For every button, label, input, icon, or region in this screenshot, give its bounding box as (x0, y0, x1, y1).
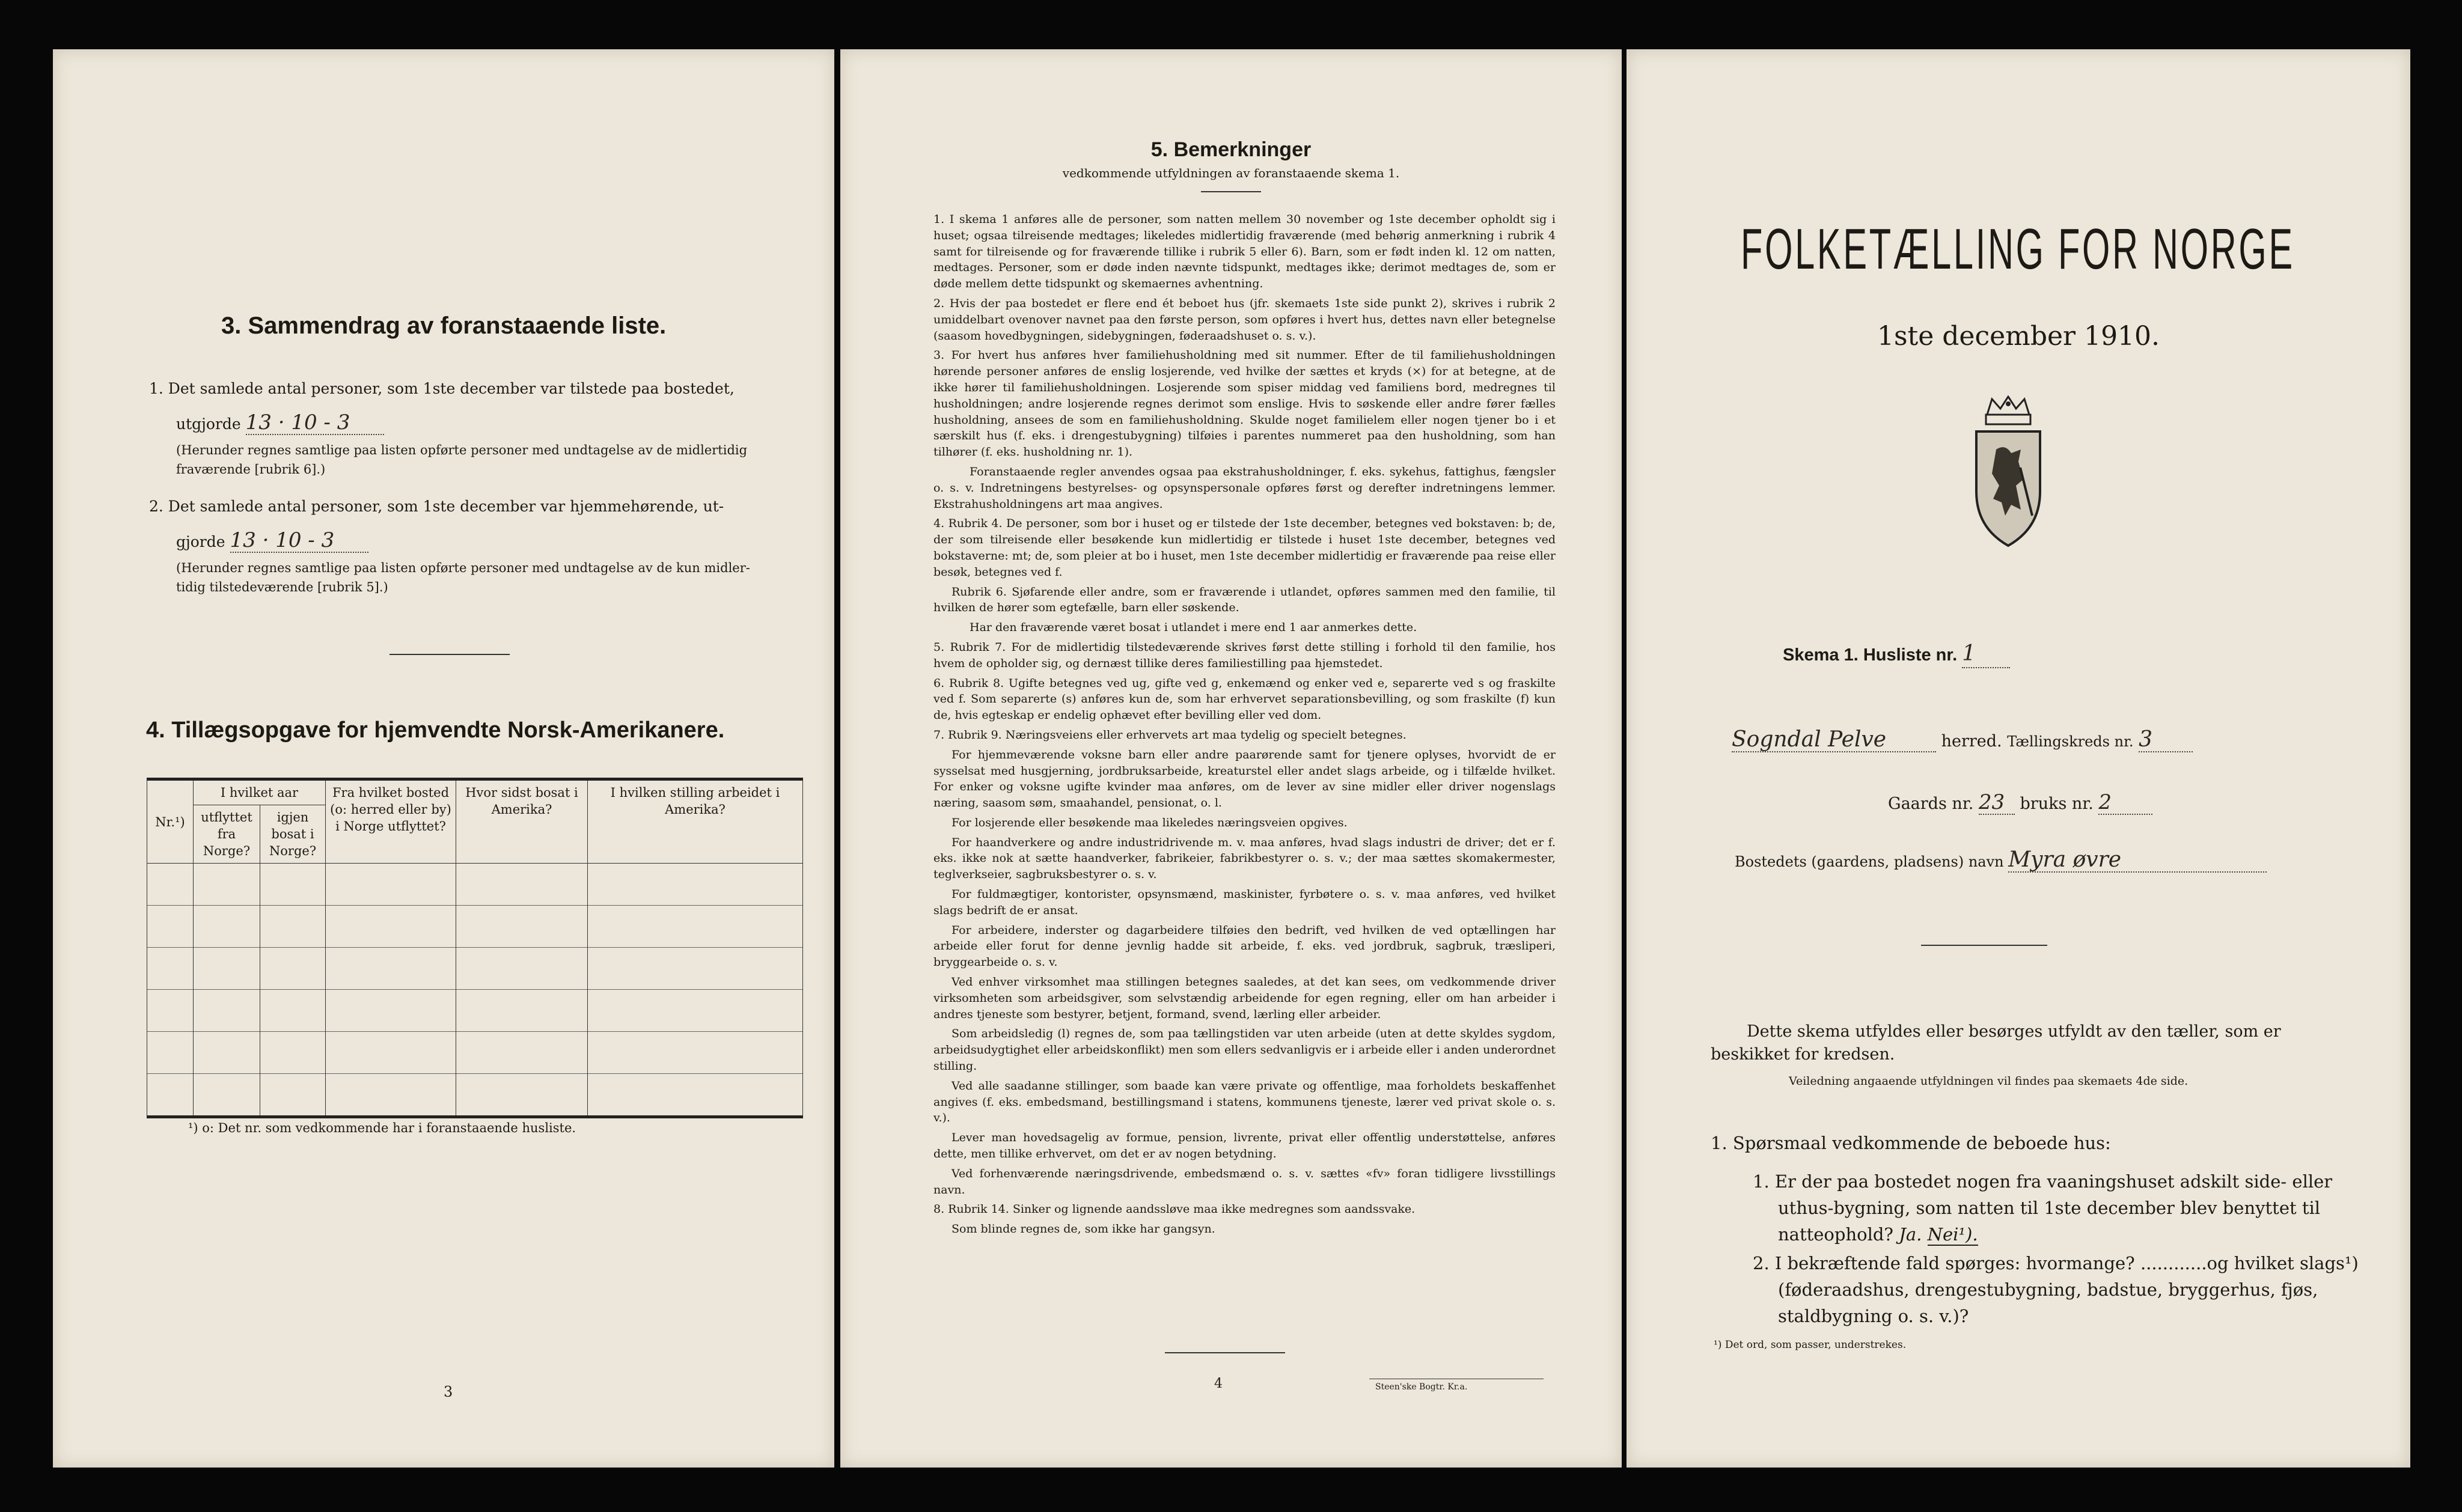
cell[interactable] (456, 1074, 588, 1117)
remark-7j: Lever man hovedsagelig av formue, pension, livrente, privat eller offentlig understøttelse, anføres dette, men tillike erhvervet, om det er av nogen betydning. (933, 1131, 1556, 1161)
divider (1201, 191, 1261, 192)
divider (389, 654, 510, 655)
herred-value: Sogndal Pelve (1732, 728, 1936, 752)
cell[interactable] (588, 864, 803, 906)
cell[interactable] (194, 948, 260, 990)
remark-7e: For fuldmægtiger, kontorister, opsynsmænd, maskinister, fyrbøtere o. s. v. maa anføres, ved hvilket slags bedrift de er ansat. (933, 888, 1556, 917)
cell[interactable] (456, 1032, 588, 1074)
cell[interactable] (326, 948, 456, 990)
divider (1165, 1352, 1285, 1353)
remark-4: 4. Rubrik 4. De personer, som bor i huset og er tilstede der 1ste december, betegnes ved bokstaven: b; de, der som tilreisende eller besøkende kun midlertidig er tilstede i huset 1ste december, betegnes ved bokstaverne: mt; de, som pleier at bo i huset, men 1ste december midlertidig er fraværende paa reise eller besøk, betegnes ved f. (933, 517, 1556, 579)
th-year-group: I hvilket aar (194, 779, 326, 805)
husliste-number: 1 (1962, 641, 2010, 668)
coat-of-arms-icon (1963, 395, 2053, 554)
answer-ja[interactable]: Ja. (1899, 1224, 1922, 1245)
page-number: 4 (1214, 1376, 1223, 1391)
th-nr: Nr.¹) (147, 779, 194, 864)
q1-note-2: fraværende [rubrik 6].) (176, 462, 326, 477)
remark-7h: Som arbeidsledig (l) regnes de, som paa tællingstiden var uten arbeide (uten at dette skyldes sygdom, arbeidsudygtighet eller arbeidskonflikt) men som ellers sedvanligvis er i arbeide eller i anden underordnet stilling. (933, 1027, 1556, 1073)
bosted-line (1735, 849, 2267, 873)
skema-line (1783, 641, 2010, 668)
cell[interactable] (588, 948, 803, 990)
table-row (147, 864, 803, 906)
remark-8: 8. Rubrik 14. Sinker og lignende aandssløve maa ikke medregnes som aandssvake. (933, 1203, 1416, 1216)
page-number: 3 (444, 1383, 453, 1400)
remark-1: 1. I skema 1 anføres alle de personer, som natten mellem 30 november og 1ste december opholdt sig i huset; ogsaa tilreisende medtages; likeledes midlertidig fraværende (med behørig anmerkning i rubrik 4 samt for tilreisende og for fraværende tillike i rubrik 5 eller 6). Barn, som er født inden kl. 12 om natten, medtages. Personer, som er døde inden nævnte tidspunkt, medtages ikke; derimot medtages de, som er døde mellem dette tidspunkt og skemaernes avhentning. (933, 213, 1556, 291)
herred-label: herred. (1941, 732, 2002, 751)
th-from: Fra hvilket bosted (o: herred eller by) i Norge utflyttet? (326, 779, 456, 864)
kreds-label: Tællingskreds nr. (2007, 733, 2134, 750)
cell[interactable] (194, 864, 260, 906)
cell[interactable] (588, 1032, 803, 1074)
cell[interactable] (147, 906, 194, 948)
q1-prefix: utgjorde (176, 415, 241, 433)
remark-6: 6. Rubrik 8. Ugifte betegnes ved ug, gifte ved g, enkemænd og enker ved e, separerte ved s og fraskilte ved f. Som separerte (s) anføres kun de, som har erhvervet separationsbevilling, og som fraskilte (f) kun de, hvis egteskap er endelig ophævet efter bevilling eller ved dom. (933, 676, 1556, 722)
question-1 (1753, 1168, 2385, 1248)
table-row (147, 1074, 803, 1117)
herred-line (1732, 728, 2193, 753)
remark-7g: Ved enhver virksomhet maa stillingen betegnes saaledes, at det kan sees, om vedkommende driver virksomheten som arbeidsgiver, som selvstændig arbeidende for egen regning, eller om han arbeider i andres tjeneste som bestyrer, betjent, formand, svend, lærling eller arbeider. (933, 975, 1556, 1021)
remark-3b: Foranstaaende regler anvendes ogsaa paa ekstrahusholdninger, f. eks. sykehus, fattighus, fængsler o. s. v. Indretningens bestyrelses- og opsynspersonale opføres først og derefter indretningens lemmer. Ekstrahusholdningens art maa angives. (933, 465, 1556, 511)
q1-value: 13 · 10 - 3 (246, 411, 384, 435)
form-date: 1ste december 1910. (1877, 321, 2160, 352)
remarks-title: 5. Bemerkninger (1150, 138, 1312, 161)
cell[interactable] (326, 990, 456, 1032)
remark-5: 5. Rubrik 7. For de midlertidig tilstedeværende skrives først dette stilling i forhold til den familie, hos hvem de opholder sig, og dernæst tillike deres familiestilling paa hjemstedet. (933, 640, 1556, 670)
cell[interactable] (588, 906, 803, 948)
remark-8b: Som blinde regnes de, som ikke har gangsyn. (952, 1222, 1215, 1236)
form-title: FOLKETÆLLING FOR NORGE (1741, 217, 2295, 281)
q2-note-1: (Herunder regnes samtlige paa listen opførte personer med undtagelse av de kun midler- (176, 561, 750, 575)
answer-nei[interactable]: Nei¹). (1927, 1224, 1978, 1245)
gaard-label: Gaards nr. (1888, 794, 1974, 813)
q1-line (176, 411, 384, 436)
gaard-value: 23 (1979, 791, 2015, 815)
cell[interactable] (326, 1032, 456, 1074)
cell[interactable] (456, 906, 588, 948)
remark-7i: Ved alle saadanne stillinger, som baade kan være private og offentlige, maa forholdets beskaffenhet angives (f. eks. embedsmand, bestillingsmand i statens, kommunens tjeneste, lærer ved privat skole o. s. v.). (933, 1079, 1556, 1125)
cell[interactable] (326, 1074, 456, 1117)
cell[interactable] (147, 1074, 194, 1117)
page-middle (840, 49, 1622, 1468)
cell[interactable] (260, 948, 326, 990)
remarks-body (933, 212, 1556, 1241)
cell[interactable] (260, 906, 326, 948)
remark-7c: For losjerende eller besøkende maa likeledes næringsveien opgives. (952, 815, 1348, 829)
remarks-subtitle: vedkommende utfyldningen av foranstaaende skema 1. (1062, 166, 1400, 180)
cell[interactable] (194, 906, 260, 948)
cell[interactable] (260, 864, 326, 906)
cell[interactable] (147, 948, 194, 990)
right-footnote: ¹) Det ord, som passer, understrekes. (1714, 1339, 1907, 1351)
cell[interactable] (260, 990, 326, 1032)
cell[interactable] (326, 864, 456, 906)
cell[interactable] (147, 990, 194, 1032)
q2-value: 13 · 10 - 3 (230, 529, 368, 553)
skema-label: Skema 1. Husliste nr. (1783, 645, 1958, 665)
bruk-label: bruks nr. (2020, 794, 2094, 813)
q2-note-2: tidig tilstedeværende [rubrik 5].) (176, 580, 388, 594)
table-row (147, 1032, 803, 1074)
th-where: Hvor sidst bosat i Amerika? (456, 779, 588, 864)
instruction-1: Dette skema utfyldes eller besørges utfyldt av den tæller, som er beskikket for kredsen. (1711, 1022, 2281, 1064)
page-left (53, 49, 834, 1468)
bosted-label: Bostedets (gaardens, pladsens) navn (1735, 853, 2004, 870)
question-1-text: 1. Er der paa bostedet nogen fra vaaningshuset adskilt side- eller uthus-bygning, som natten til 1ste december blev benyttet til natteophold? (1753, 1171, 2333, 1245)
remark-3: 3. For hvert hus anføres hver familiehusholdning med sit nummer. Efter de til familiehusholdningen hørende personer anføres de enslig losjerende, ved hvilke der sættes et kryds (×) for at betegne, at de ikke hører til familiehusholdningen. Losjerende som spiser middag ved familiens bord, medregnes til husholdningen; andre losjerende regnes derimot som enslige. Hvis to søskende eller andre fører fælles husholdning, ansees de som en familiehusholdning. Skulde noget familielem eller nogen tjener bo i et særskilt hus (f. eks. i drengestubygning) tilføies i parentes nummeret paa den husholdning, som han tilhører (f. eks. husholdning nr. 1). (933, 349, 1556, 459)
table-row (147, 990, 803, 1032)
remark-7k: Ved forhenværende næringsdrivende, embedsmænd o. s. v. sættes «fv» foran tidligere livsstillings navn. (933, 1166, 1556, 1196)
cell[interactable] (588, 1074, 803, 1117)
page-right (1627, 49, 2410, 1468)
q1-text: 1. Det samlede antal personer, som 1ste december var tilstede paa bostedet, (149, 380, 735, 397)
gaard-line (1888, 791, 2152, 815)
cell[interactable] (147, 864, 194, 906)
th-emigrated: utflyttet fra Norge? (194, 805, 260, 864)
cell[interactable] (194, 1074, 260, 1117)
bruk-value: 2 (2098, 791, 2152, 815)
divider-ornament (1921, 945, 2047, 946)
th-returned: igjen bosat i Norge? (260, 805, 326, 864)
returnee-table (147, 778, 803, 1118)
q1-note-1: (Herunder regnes samtlige paa listen opførte personer med undtagelse av de midlertidig (176, 443, 748, 457)
cell[interactable] (456, 990, 588, 1032)
th-position: I hvilken stilling arbeidet i Amerika? (588, 779, 803, 864)
cell[interactable] (147, 1032, 194, 1074)
cell[interactable] (456, 864, 588, 906)
remark-4c: Har den fraværende været bosat i utlandet i mere end 1 aar anmerkes dette. (970, 621, 1417, 635)
kreds-value: 3 (2139, 728, 2193, 752)
q2-prefix: gjorde (176, 533, 225, 550)
bosted-value: Myra øvre (2008, 849, 2267, 873)
question-heading: 1. Spørsmaal vedkommende de beboede hus: (1711, 1133, 2111, 1153)
remark-7f: For arbeidere, inderster og dagarbeidere tilføies den bedrift, ved hvilken de ved optællingen har arbeide eller forut for denne jevnlig hadde sit arbeide, f. eks. ved jordbruk, sagbruk, træsliperi, bryggearbeide o. s. v. (933, 923, 1556, 969)
cell[interactable] (260, 1074, 326, 1117)
cell[interactable] (260, 1032, 326, 1074)
remark-7: 7. Rubrik 9. Næringsveiens eller erhvervets art maa tydelig og specielt betegnes. (933, 728, 1407, 742)
cell[interactable] (194, 990, 260, 1032)
cell[interactable] (194, 1032, 260, 1074)
q2-line (176, 529, 368, 553)
cell[interactable] (456, 948, 588, 990)
table-footnote: ¹) o: Det nr. som vedkommende har i foranstaaende husliste. (188, 1121, 576, 1135)
cell[interactable] (588, 990, 803, 1032)
section-4-title: 4. Tillægsopgave for hjemvendte Norsk-Amerikanere. (146, 718, 725, 743)
section-3-title: 3. Sammendrag av foranstaaende liste. (221, 312, 667, 339)
remark-7b: For hjemmeværende voksne barn eller andre paarørende samt for tjenere oplyses, hvorvidt de er sysselsat med husgjerning, jordbruksarbeide, kreaturstel eller andet slags arbeide, og i tilfælde hvilket. For enker og voksne ugifte kvinder maa anføres, om de lever av sine midler eller driver nogenslags næring, saasom søm, smaahandel, pensionat, o. l. (933, 748, 1556, 810)
q2-text: 2. Det samlede antal personer, som 1ste december var hjemmehørende, ut- (149, 498, 724, 515)
remark-7d: For haandverkere og andre industridrivende m. v. maa anføres, hvad slags industri de driver; det er f. eks. ikke nok at sætte haandverker, fabrikeier, fabrikbestyrer o. s. v.; der maa sættes skomakermester, teglverkseier, sagbruksbestyrer o. s. v. (933, 835, 1556, 882)
remark-2: 2. Hvis der paa bostedet er flere end ét beboet hus (jfr. skemaets 1ste side punkt 2), skrives i rubrik 2 umiddelbart ovenover navnet paa den første person, som opføres i hvert hus, dettes navn eller betegnelse (saasom hovedbygningen, sidebygningen, føderaadshuset o. s. v.). (933, 296, 1556, 343)
cell[interactable] (326, 906, 456, 948)
instruction-2: Veiledning angaaende utfyldningen vil findes paa skemaets 4de side. (1789, 1075, 2189, 1088)
remark-4b: Rubrik 6. Sjøfarende eller andre, som er fraværende i utlandet, opføres sammen med den familie, til hvilken de hører som egtefælle, barn eller søskende. (933, 585, 1556, 615)
question-2: 2. I bekræftende fald spørges: hvormange? ............og hvilket slags¹) (føderaadshus, drengestubygning, badstue, bryggerhus, fjøs, staldbygning o. s. v.)? (1753, 1253, 2359, 1326)
table-row (147, 948, 803, 990)
table-row (147, 906, 803, 948)
printer-mark: Steen'ske Bogtr. Kr.a. (1375, 1382, 1468, 1392)
